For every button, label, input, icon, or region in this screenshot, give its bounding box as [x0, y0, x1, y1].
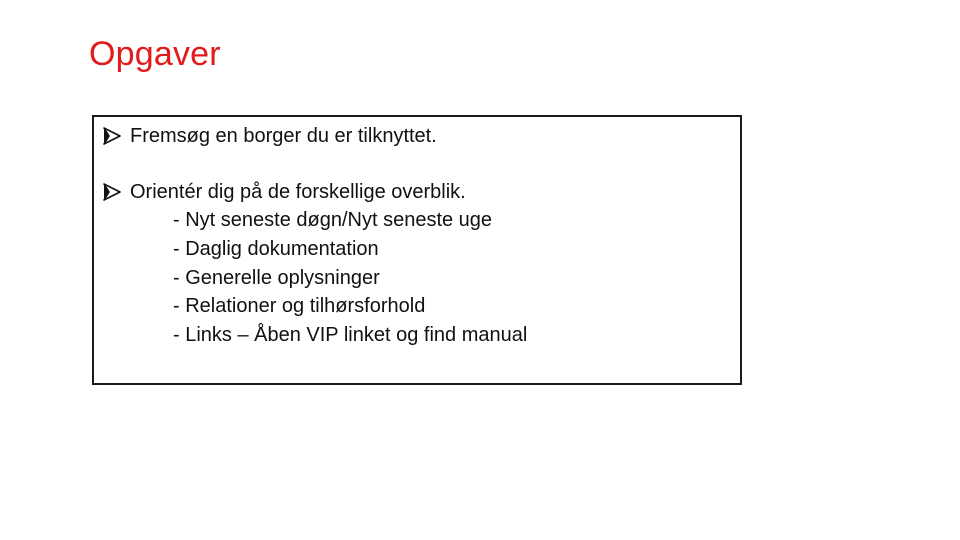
sub-item: - Generelle oplysninger	[173, 266, 380, 289]
sub-item: - Relationer og tilhørsforhold	[173, 295, 426, 318]
arrow-bullet-icon	[102, 122, 124, 150]
sub-item: - Daglig dokumentation	[173, 237, 379, 260]
sub-item: - Nyt seneste døgn/Nyt seneste uge	[173, 209, 493, 231]
bullet-text: Fremsøg en borger du er tilknyttet.	[130, 125, 437, 147]
sub-item-list	[173, 206, 527, 350]
sub-item: - Links – Åben VIP linket og find manual	[173, 324, 528, 347]
bullet-item	[102, 178, 466, 206]
arrow-bullet-icon	[102, 178, 124, 206]
bullet-text: Orientér dig på de forskellige overblik.	[130, 181, 466, 203]
slide-title: Opgaver	[89, 35, 221, 73]
task-box	[92, 115, 742, 385]
bullet-item	[102, 122, 437, 150]
